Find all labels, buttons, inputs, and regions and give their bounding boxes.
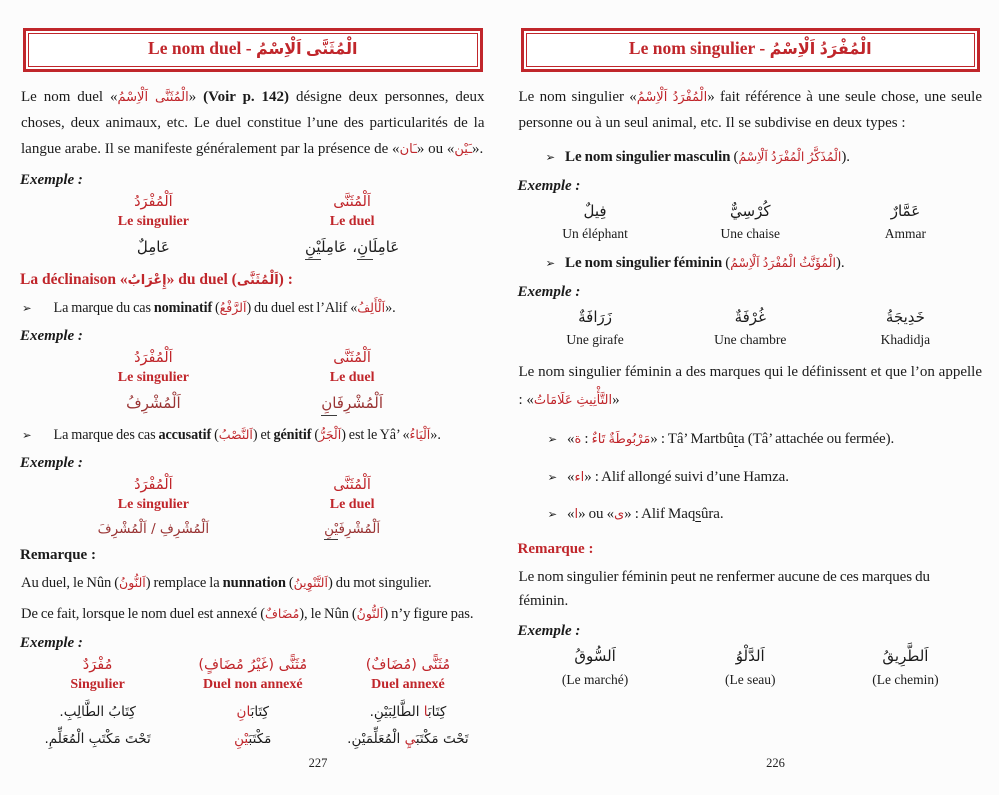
french-caption: Khadidja [880,332,931,348]
bullet-text: «ا» ou «ى» : Alif Maqsûra. [567,503,723,526]
underlined-ending: ‍انِ [321,394,337,416]
arabic-term: الْمُفْرَدُ [762,255,797,271]
page-226-nom-singulier [500,0,999,795]
arrow-bullet-icon: ➢ [547,507,558,522]
column-singulier [20,657,175,753]
arrow-bullet-icon: ➢ [547,432,558,447]
arabic-term: الْمُفْرَدُ [672,90,708,105]
bullet-text: Le nom singulier féminin (اَلْاِسْمُ الْمُفْرَدُ الْمُؤَنَّثُ). [565,255,845,272]
arabic-example-row: كِتَابَ‍‍ا الطَّالِبَيْنِ. [369,704,447,721]
column-dual [253,350,452,415]
french-caption: Une chambre [714,332,787,348]
french-caption: Une girafe [566,332,624,348]
example-table-masculine [518,200,984,243]
arabic-example-row: كِتَابُ الطَّالِبِ. [59,704,136,721]
intro-text: ». [472,141,484,158]
remark-heading: Remarque : [20,547,96,564]
french-caption: (Le chemin) [872,671,939,687]
arabic-header-dual: اَلْمُثَنَّى [333,194,371,211]
french-header-singular: Le singulier [117,496,189,512]
french-caption: Un éléphant [562,226,628,242]
underlined-ending: ‍انِ [357,238,373,260]
bullet-masculine-type [518,146,984,169]
arabic-word: خَدِيجَةُ [885,307,925,326]
arabic-header: مُفْرَدٌ [82,657,113,674]
remark-heading: Remarque : [517,540,594,557]
arabic-term: إِعْرَابُ [127,272,167,288]
arabic-header: مُثَنًّى (غَيْرُ مُضَافٍ) [198,657,308,674]
bullet-text: La marque des cas accusatif (اَلنَّصْبُ) et génitif (اَلْجَرُّ) est le Yâ’ «اَلْيَاءُ». [53,426,441,443]
example-table-1 [20,194,486,259]
french-header-dual: Le duel [329,214,375,230]
arabic-term: اَلْيَاءُ [409,426,431,442]
example-item [518,306,673,349]
arrow-bullet-icon: ➢ [545,256,556,271]
arabic-header-singular: اَلْمُفْرَدُ [134,476,173,493]
word-stem: ، عَامِلَ‍ [320,238,358,257]
example-item [518,645,673,688]
example-item [828,645,983,688]
title-box-singulier [521,28,981,72]
underlined-ending: ‍يْنِ [305,238,321,260]
bullet-text: «ة : تَاءٌ مَرْبُوطَةٌ» : Tâ’ Martbûta (Tâ’ attachée ou fermée). [567,428,894,451]
french-header-singular: Le singulier [117,370,189,386]
arabic-word: اَلسُّوقُ [574,647,616,666]
intro-text: » fait référence à une seule chose, une seule personne ou à un seul animal, etc. Il se subdivise en deux types : [518,89,983,132]
arabic-word: زَرَافَةٌ [578,307,613,326]
example-label: Exemple : [517,283,581,300]
arabic-term: الْمُؤَنَّثُ [799,255,836,271]
bullet-accusative-genitive-rule [20,425,486,446]
arabic-word: كُرْسِيٌّ [730,201,771,220]
arabic-term: اَلْاِسْمُ [730,255,760,271]
arabic-term: اَلنُّونُ [356,606,384,622]
arabic-word: عَمَّارٌ [890,201,921,220]
title-box-duel [23,28,483,72]
column-duel-annexe [330,657,485,753]
intro-text: » ou « [416,141,455,158]
red-dual-ending: ‍يْنِ [234,731,249,748]
bullet-feminine-type [518,252,984,275]
word-stem: عَامِلَ‍ [372,238,400,257]
arabic-letters-alif-hamza: اء [574,469,585,485]
arabic-suffix-an: ـَان [399,142,417,158]
column-duel-non-annexe [175,657,330,753]
french-caption: Une chaise [720,226,781,242]
french-header-dual: Le duel [329,496,375,512]
arabic-word: اَلدَّلْوُ [735,647,765,666]
french-header: Duel non annexé [202,677,303,693]
arabic-term: اَلنَّصْبُ [218,426,253,442]
column-dual [253,194,452,259]
french-caption: (Le seau) [724,671,776,687]
arabic-header-singular: اَلْمُفْرَدُ [134,350,173,367]
french-header-dual: Le duel [329,370,375,386]
bullet-text: «اء» : Alif allongé suivi d’une Hamza. [567,466,789,489]
example-label: Exemple : [20,172,83,189]
arrow-bullet-icon: ➢ [547,469,558,484]
arabic-letter-alif: ا [574,507,579,523]
page-number-226: 226 [766,756,785,770]
red-dual-ending: ‍يِ [404,731,416,748]
arabic-term: اَلتَّنْوِينُ [293,575,328,591]
see-page-ref: (Voir p. 142) [203,89,290,105]
example-table-feminine [518,306,984,349]
arabic-header-singular: اَلْمُفْرَدُ [134,194,173,211]
underlined-ending: ‍يْنِ [324,521,338,541]
arrow-bullet-icon: ➢ [22,300,32,315]
arabic-suffix-ayn: ـَيْن [454,142,473,158]
arrow-bullet-icon: ➢ [22,427,32,442]
french-header-singular: Le singulier [117,214,189,230]
arabic-word-singular: عَامِلٌ [136,238,170,257]
bullet-text: Le nom singulier masculin (اَلْاِسْمُ الْمُفْرَدُ الْمُذَكَّرُ). [565,149,850,166]
arabic-example-row: تَحْتَ مَكْتَبِ الْمُعَلِّمِ. [44,731,151,748]
arabic-word-singular: اَلْمُشْرِفُ [126,394,181,413]
arabic-term: التَّأْنِيثِ [576,392,613,408]
arabic-header-dual: اَلْمُثَنَّى [333,350,371,367]
example-table-no-marks [518,645,984,688]
column-singular [54,194,253,259]
red-dual-ending: ‍ا [423,704,428,721]
title-arabic-word1: اَلْاِسْمُ [769,39,816,58]
feminine-marks-term: : «عَلَامَاتُ التَّأْنِيثِ» [519,388,983,414]
bullet-alif-hamza [518,466,984,489]
example-table-3 [20,477,486,539]
arabic-term: اَلْاِسْمُ [636,90,668,105]
title-french: Le nom singulier - [628,38,770,58]
example-label: Exemple : [20,635,83,652]
example-item [828,200,983,243]
arabic-term: اَلْجَرُّ [318,426,342,442]
french-header: Singulier [70,677,125,693]
arabic-term: تَاءٌ [591,432,606,448]
intro-paragraph-duel [21,84,485,162]
arabic-term: الْمُثَنَّى [154,90,189,105]
example-table-4 [20,657,486,753]
arabic-example-row: مَكْتَبَ‍‍يْنِ [234,731,272,748]
arrow-bullet-icon: ➢ [545,150,556,165]
remark-line-2: De ce fait, lorsque le nom duel est annexé (مُضَافٌ), le Nûn (اَلنُّونُ) n’y figure pas. [21,606,474,623]
remark-text: Le nom singulier féminin peut ne renfermer aucune de ces marques du féminin. [518,568,930,610]
page-number-227: 227 [308,756,328,770]
column-singular [54,477,253,539]
declension-heading: La déclinaison «إِعْرَابُ» du duel (اَلْمُثَنَّى) : [20,270,293,288]
arabic-term: اَلْمُثَنَّى [236,272,279,288]
title-french: Le nom duel - [148,38,256,58]
arabic-example-row: كِتَابَ‍‍انِ [236,704,269,721]
intro-text: désigne deux personnes, deux choses, deux animaux, etc. Le duel constitue l’une des particularités de la langue arabe. Il se manifeste généralement par la présence de « [21,89,485,158]
title-arabic-word1: اَلْاِسْمُ [255,39,302,58]
example-item [828,306,983,349]
arabic-term: اَلْأَلِفُ [357,299,386,315]
arabic-header-dual: اَلْمُثَنَّى [333,476,371,493]
word-stem: اَلْمُشْرِفَ‍ [336,394,384,413]
arabic-term: مَرْبُوطَةٌ [608,432,651,448]
arabic-letter-ta-marbuta: ة [574,432,582,448]
bullet-text: La marque du cas nominatif (اَلرَّفْعُ) du duel est l’Alif «اَلْأَلِفُ». [53,299,396,316]
example-item [673,200,828,243]
example-label: Exemple : [517,177,581,194]
title-arabic-word2: الْمُفْرَدُ [819,39,872,58]
bullet-alif-maqsura [518,503,984,526]
french-caption: Ammar [884,226,927,242]
arabic-term: اَلْاِسْمُ [117,90,149,105]
red-dual-ending: ‍انِ [236,704,251,721]
example-label: Exemple : [20,454,83,471]
intro-text: Le nom duel « [21,89,118,105]
bullet-nominative-rule [20,298,486,319]
intro-paragraph-singulier [519,84,983,136]
example-item [673,306,828,349]
page-title-duel [28,33,478,67]
arabic-term: اَلرَّفْعُ [219,299,247,315]
example-table-2 [20,350,486,415]
arabic-term: اَلنُّونُ [119,575,146,591]
remark-line-1: Au duel, le Nûn (اَلنُّونُ) remplace la nunnation (اَلتَّنْوِينُ) du mot singulier. [21,575,432,592]
page-title-singulier [526,33,976,67]
arabic-word-dual [253,392,452,415]
arabic-letter-ya-maqsura: ى [613,507,625,523]
arabic-word-singular: اَلْمُشْرِفِ / اَلْمُشْرِفَ [97,520,210,537]
column-singular [54,350,253,415]
intro-text: » [188,89,204,105]
arabic-term: الْمُذَكَّرُ [807,149,842,165]
underlined-letter: s [695,506,701,523]
arabic-word-dual [253,236,452,259]
example-item [673,645,828,688]
bullet-ta-marbuta [518,428,984,451]
column-dual [253,477,452,539]
word-stem: اَلْمُشْرِفَ‍ [338,520,381,537]
feminine-marks-intro: Le nom singulier féminin a des marques qui le définissent et que l’on appelle [518,364,982,381]
example-label: Exemple : [20,328,83,345]
arabic-word-dual [253,519,452,539]
arabic-word: غُرْفَةٌ [734,307,766,326]
arabic-word: فِيلٌ [583,201,607,220]
underlined-letter: t [733,431,738,448]
example-label: Exemple : [517,623,581,640]
arabic-term: مُضَافٌ [264,606,300,622]
arabic-term: الْمُفْرَدُ [771,149,805,165]
arabic-term: عَلَامَاتُ [533,392,573,408]
example-item [518,200,673,243]
title-arabic-word2: الْمُثَنَّى [306,39,358,58]
intro-text: Le nom singulier « [518,89,637,105]
arabic-word: اَلطَّرِيقُ [882,647,929,666]
french-header: Duel annexé [371,677,445,693]
arabic-example-row: تَحْتَ مَكْتَبَ‍‍يِ الْمُعَلِّمَيْنِ. [347,731,469,748]
arabic-term: اَلْاِسْمُ [738,149,768,165]
arabic-header: مُثَنًّى (مُضَافٌ) [365,657,451,674]
french-caption: (Le marché) [561,671,629,687]
